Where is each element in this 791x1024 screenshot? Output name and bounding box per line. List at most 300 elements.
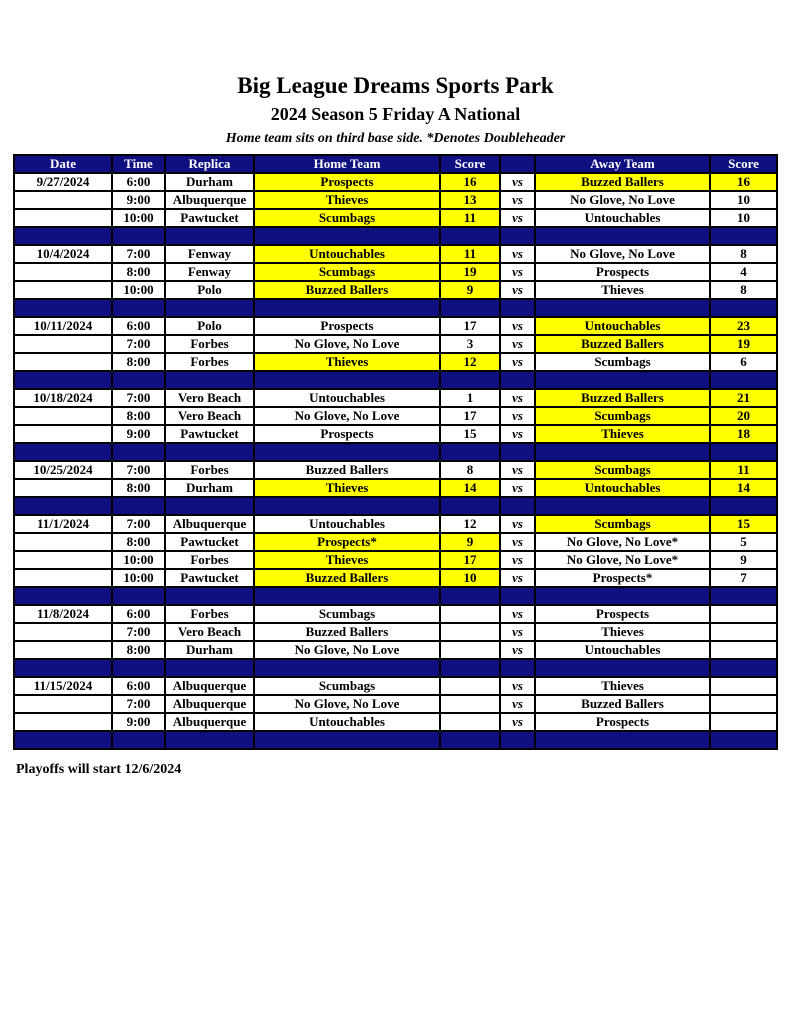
separator-cell [112, 587, 165, 605]
away-team-cell: Untouchables [535, 641, 710, 659]
header-cell-replica: Replica [165, 155, 254, 173]
game-row [14, 317, 777, 335]
separator-cell [500, 587, 535, 605]
date-cell [14, 407, 112, 425]
separator-cell [440, 443, 500, 461]
home-score-cell: 8 [440, 461, 500, 479]
away-team-cell: Untouchables [535, 479, 710, 497]
separator-cell [500, 497, 535, 515]
separator-cell [535, 299, 710, 317]
home-team-cell: Untouchables [254, 245, 440, 263]
time-cell: 8:00 [112, 479, 165, 497]
home-score-cell: 15 [440, 425, 500, 443]
separator-cell [710, 497, 777, 515]
home-team-cell: Untouchables [254, 389, 440, 407]
away-team-cell: Scumbags [535, 515, 710, 533]
replica-cell: Durham [165, 641, 254, 659]
home-score-cell: 10 [440, 569, 500, 587]
separator-cell [165, 731, 254, 749]
away-score-cell: 7 [710, 569, 777, 587]
separator-cell [112, 731, 165, 749]
away-team-cell: No Glove, No Love* [535, 551, 710, 569]
game-row [14, 641, 777, 659]
separator-cell [500, 299, 535, 317]
date-cell: 9/27/2024 [14, 173, 112, 191]
separator-cell [165, 587, 254, 605]
separator-row [14, 371, 777, 389]
header-cell-date: Date [14, 155, 112, 173]
separator-cell [440, 659, 500, 677]
table-body [14, 173, 777, 749]
home-score-cell: 17 [440, 407, 500, 425]
home-score-cell [440, 605, 500, 623]
separator-cell [112, 443, 165, 461]
replica-cell: Forbes [165, 551, 254, 569]
replica-cell: Forbes [165, 461, 254, 479]
separator-cell [440, 731, 500, 749]
separator-row [14, 299, 777, 317]
vs-cell: vs [500, 641, 535, 659]
game-row [14, 713, 777, 731]
home-team-cell: No Glove, No Love [254, 407, 440, 425]
home-team-cell: Buzzed Ballers [254, 461, 440, 479]
separator-cell [14, 299, 112, 317]
separator-cell [254, 659, 440, 677]
away-team-cell: Untouchables [535, 317, 710, 335]
home-score-cell: 12 [440, 515, 500, 533]
header-cell-home-team: Home Team [254, 155, 440, 173]
vs-cell: vs [500, 335, 535, 353]
time-cell: 6:00 [112, 677, 165, 695]
away-team-cell: Thieves [535, 623, 710, 641]
home-score-cell [440, 695, 500, 713]
separator-cell [112, 371, 165, 389]
separator-cell [500, 227, 535, 245]
away-score-cell: 5 [710, 533, 777, 551]
vs-cell: vs [500, 533, 535, 551]
separator-cell [710, 227, 777, 245]
replica-cell: Vero Beach [165, 623, 254, 641]
separator-cell [14, 659, 112, 677]
separator-cell [14, 443, 112, 461]
date-cell [14, 533, 112, 551]
vs-cell: vs [500, 353, 535, 371]
away-score-cell: 9 [710, 551, 777, 569]
game-row [14, 677, 777, 695]
home-team-cell: Thieves [254, 551, 440, 569]
time-cell: 8:00 [112, 407, 165, 425]
vs-cell: vs [500, 479, 535, 497]
time-cell: 6:00 [112, 317, 165, 335]
home-team-cell: Scumbags [254, 209, 440, 227]
away-score-cell: 14 [710, 479, 777, 497]
separator-row [14, 497, 777, 515]
vs-cell: vs [500, 209, 535, 227]
separator-cell [254, 731, 440, 749]
away-team-cell: Prospects* [535, 569, 710, 587]
away-team-cell: Thieves [535, 677, 710, 695]
header-cell-time: Time [112, 155, 165, 173]
game-row [14, 623, 777, 641]
away-score-cell: 19 [710, 335, 777, 353]
separator-cell [254, 227, 440, 245]
home-team-cell: No Glove, No Love [254, 335, 440, 353]
replica-cell: Pawtucket [165, 425, 254, 443]
away-score-cell: 8 [710, 281, 777, 299]
vs-cell: vs [500, 173, 535, 191]
vs-cell: vs [500, 245, 535, 263]
separator-cell [165, 443, 254, 461]
game-row [14, 191, 777, 209]
home-team-cell: Prospects [254, 317, 440, 335]
separator-cell [254, 371, 440, 389]
time-cell: 6:00 [112, 173, 165, 191]
replica-cell: Albuquerque [165, 713, 254, 731]
separator-row [14, 659, 777, 677]
time-cell: 7:00 [112, 389, 165, 407]
away-score-cell [710, 641, 777, 659]
game-row [14, 695, 777, 713]
away-team-cell: Prospects [535, 713, 710, 731]
separator-cell [112, 497, 165, 515]
home-score-cell: 19 [440, 263, 500, 281]
away-score-cell [710, 695, 777, 713]
separator-cell [535, 227, 710, 245]
vs-cell: vs [500, 425, 535, 443]
home-team-cell: Buzzed Ballers [254, 569, 440, 587]
replica-cell: Polo [165, 317, 254, 335]
home-score-cell: 9 [440, 281, 500, 299]
separator-cell [14, 587, 112, 605]
game-row [14, 209, 777, 227]
separator-row [14, 731, 777, 749]
date-cell [14, 263, 112, 281]
separator-cell [440, 497, 500, 515]
game-row [14, 479, 777, 497]
time-cell: 8:00 [112, 353, 165, 371]
away-team-cell: Buzzed Ballers [535, 389, 710, 407]
separator-cell [254, 299, 440, 317]
replica-cell: Vero Beach [165, 407, 254, 425]
schedule-table [13, 154, 778, 750]
separator-cell [535, 371, 710, 389]
vs-cell: vs [500, 623, 535, 641]
time-cell: 9:00 [112, 191, 165, 209]
date-cell: 11/1/2024 [14, 515, 112, 533]
vs-cell: vs [500, 317, 535, 335]
replica-cell: Albuquerque [165, 191, 254, 209]
replica-cell: Pawtucket [165, 533, 254, 551]
replica-cell: Forbes [165, 353, 254, 371]
away-score-cell: 21 [710, 389, 777, 407]
vs-cell: vs [500, 551, 535, 569]
separator-cell [14, 731, 112, 749]
replica-cell: Albuquerque [165, 695, 254, 713]
date-cell: 10/11/2024 [14, 317, 112, 335]
time-cell: 7:00 [112, 245, 165, 263]
home-score-cell: 14 [440, 479, 500, 497]
home-score-cell [440, 677, 500, 695]
date-cell: 11/8/2024 [14, 605, 112, 623]
separator-cell [254, 497, 440, 515]
vs-cell: vs [500, 569, 535, 587]
game-row [14, 173, 777, 191]
vs-cell: vs [500, 695, 535, 713]
separator-cell [112, 227, 165, 245]
home-score-cell [440, 713, 500, 731]
separator-cell [440, 227, 500, 245]
separator-row [14, 443, 777, 461]
season-subtitle: 2024 Season 5 Friday A National [270, 104, 521, 125]
home-team-cell: Prospects [254, 425, 440, 443]
separator-cell [440, 299, 500, 317]
replica-cell: Albuquerque [165, 515, 254, 533]
away-team-cell: Thieves [535, 425, 710, 443]
date-cell [14, 209, 112, 227]
game-row [14, 569, 777, 587]
date-cell [14, 479, 112, 497]
date-cell [14, 569, 112, 587]
away-score-cell: 10 [710, 209, 777, 227]
date-cell: 10/4/2024 [14, 245, 112, 263]
table-head [14, 155, 777, 173]
separator-cell [535, 731, 710, 749]
game-row [14, 281, 777, 299]
date-cell: 10/18/2024 [14, 389, 112, 407]
home-team-cell: Untouchables [254, 713, 440, 731]
home-score-cell: 12 [440, 353, 500, 371]
away-score-cell [710, 713, 777, 731]
time-cell: 8:00 [112, 641, 165, 659]
separator-cell [710, 659, 777, 677]
game-row [14, 461, 777, 479]
away-team-cell: Buzzed Ballers [535, 695, 710, 713]
replica-cell: Vero Beach [165, 389, 254, 407]
separator-cell [14, 227, 112, 245]
home-score-cell [440, 623, 500, 641]
away-score-cell: 20 [710, 407, 777, 425]
date-cell [14, 353, 112, 371]
home-score-cell: 3 [440, 335, 500, 353]
time-cell: 10:00 [112, 281, 165, 299]
time-cell: 9:00 [112, 713, 165, 731]
away-team-cell: No Glove, No Love* [535, 533, 710, 551]
date-cell [14, 335, 112, 353]
home-team-cell: Thieves [254, 353, 440, 371]
date-cell [14, 713, 112, 731]
separator-cell [112, 299, 165, 317]
separator-cell [710, 587, 777, 605]
home-team-cell: No Glove, No Love [254, 641, 440, 659]
separator-cell [254, 443, 440, 461]
away-team-cell: Prospects [535, 263, 710, 281]
home-score-cell: 13 [440, 191, 500, 209]
separator-cell [165, 371, 254, 389]
vs-cell: vs [500, 677, 535, 695]
away-team-cell: Scumbags [535, 353, 710, 371]
replica-cell: Durham [165, 173, 254, 191]
separator-cell [500, 659, 535, 677]
replica-cell: Polo [165, 281, 254, 299]
separator-cell [710, 299, 777, 317]
header-cell-away-score: Score [710, 155, 777, 173]
away-team-cell: No Glove, No Love [535, 245, 710, 263]
date-cell [14, 191, 112, 209]
home-score-cell: 17 [440, 551, 500, 569]
header-cell-vs [500, 155, 535, 173]
away-team-cell: Scumbags [535, 461, 710, 479]
game-row [14, 353, 777, 371]
replica-cell: Durham [165, 479, 254, 497]
date-cell: 10/25/2024 [14, 461, 112, 479]
home-team-cell: Buzzed Ballers [254, 623, 440, 641]
separator-cell [500, 443, 535, 461]
vs-cell: vs [500, 281, 535, 299]
vs-cell: vs [500, 191, 535, 209]
time-cell: 10:00 [112, 551, 165, 569]
time-cell: 6:00 [112, 605, 165, 623]
game-row [14, 407, 777, 425]
home-team-cell: Buzzed Ballers [254, 281, 440, 299]
game-row [14, 245, 777, 263]
home-team-cell: Scumbags [254, 605, 440, 623]
home-score-cell: 1 [440, 389, 500, 407]
table-header-row [14, 155, 777, 173]
away-team-cell: Thieves [535, 281, 710, 299]
separator-cell [535, 497, 710, 515]
separator-cell [440, 371, 500, 389]
time-cell: 10:00 [112, 569, 165, 587]
separator-cell [710, 731, 777, 749]
replica-cell: Forbes [165, 605, 254, 623]
separator-cell [254, 587, 440, 605]
away-score-cell: 10 [710, 191, 777, 209]
game-row [14, 263, 777, 281]
game-row [14, 533, 777, 551]
time-cell: 10:00 [112, 209, 165, 227]
separator-cell [440, 587, 500, 605]
away-score-cell: 4 [710, 263, 777, 281]
playoffs-note: Playoffs will start 12/6/2024 [16, 761, 182, 777]
vs-cell: vs [500, 389, 535, 407]
time-cell: 7:00 [112, 515, 165, 533]
away-score-cell: 23 [710, 317, 777, 335]
time-cell: 7:00 [112, 335, 165, 353]
away-score-cell: 11 [710, 461, 777, 479]
home-team-cell: Thieves [254, 191, 440, 209]
separator-cell [500, 371, 535, 389]
away-team-cell: Prospects [535, 605, 710, 623]
replica-cell: Forbes [165, 335, 254, 353]
home-team-cell: Prospects* [254, 533, 440, 551]
away-score-cell: 8 [710, 245, 777, 263]
separator-cell [165, 227, 254, 245]
game-row [14, 551, 777, 569]
separator-cell [710, 371, 777, 389]
vs-cell: vs [500, 407, 535, 425]
away-score-cell: 15 [710, 515, 777, 533]
separator-cell [535, 587, 710, 605]
home-team-cell: Prospects [254, 173, 440, 191]
home-team-cell: Scumbags [254, 677, 440, 695]
game-row [14, 389, 777, 407]
separator-row [14, 227, 777, 245]
away-score-cell: 6 [710, 353, 777, 371]
header-cell-home-score: Score [440, 155, 500, 173]
away-score-cell [710, 623, 777, 641]
separator-row [14, 587, 777, 605]
legend-note: Home team sits on third base side. *Denotes Doubleheader [225, 131, 566, 147]
home-score-cell: 16 [440, 173, 500, 191]
vs-cell: vs [500, 515, 535, 533]
vs-cell: vs [500, 713, 535, 731]
separator-cell [165, 299, 254, 317]
time-cell: 7:00 [112, 623, 165, 641]
away-score-cell [710, 605, 777, 623]
away-team-cell: Scumbags [535, 407, 710, 425]
away-team-cell: Buzzed Ballers [535, 173, 710, 191]
home-score-cell: 11 [440, 209, 500, 227]
replica-cell: Pawtucket [165, 209, 254, 227]
home-score-cell: 9 [440, 533, 500, 551]
away-team-cell: Buzzed Ballers [535, 335, 710, 353]
away-score-cell: 16 [710, 173, 777, 191]
game-row [14, 515, 777, 533]
vs-cell: vs [500, 605, 535, 623]
time-cell: 9:00 [112, 425, 165, 443]
away-team-cell: No Glove, No Love [535, 191, 710, 209]
separator-cell [165, 497, 254, 515]
replica-cell: Pawtucket [165, 569, 254, 587]
time-cell: 8:00 [112, 533, 165, 551]
away-team-cell: Untouchables [535, 209, 710, 227]
game-row [14, 425, 777, 443]
date-cell [14, 695, 112, 713]
separator-cell [112, 659, 165, 677]
away-score-cell: 18 [710, 425, 777, 443]
date-cell [14, 425, 112, 443]
game-row [14, 605, 777, 623]
date-cell [14, 281, 112, 299]
vs-cell: vs [500, 461, 535, 479]
date-cell [14, 551, 112, 569]
away-score-cell [710, 677, 777, 695]
separator-cell [535, 659, 710, 677]
date-cell: 11/15/2024 [14, 677, 112, 695]
home-score-cell: 11 [440, 245, 500, 263]
home-team-cell: Thieves [254, 479, 440, 497]
replica-cell: Albuquerque [165, 677, 254, 695]
game-row [14, 335, 777, 353]
replica-cell: Fenway [165, 245, 254, 263]
time-cell: 7:00 [112, 461, 165, 479]
vs-cell: vs [500, 263, 535, 281]
date-cell [14, 623, 112, 641]
separator-cell [500, 731, 535, 749]
separator-cell [165, 659, 254, 677]
home-score-cell [440, 641, 500, 659]
separator-cell [14, 497, 112, 515]
replica-cell: Fenway [165, 263, 254, 281]
date-cell [14, 641, 112, 659]
home-team-cell: No Glove, No Love [254, 695, 440, 713]
home-team-cell: Untouchables [254, 515, 440, 533]
separator-cell [14, 371, 112, 389]
time-cell: 8:00 [112, 263, 165, 281]
header-cell-away-team: Away Team [535, 155, 710, 173]
home-score-cell: 17 [440, 317, 500, 335]
time-cell: 7:00 [112, 695, 165, 713]
